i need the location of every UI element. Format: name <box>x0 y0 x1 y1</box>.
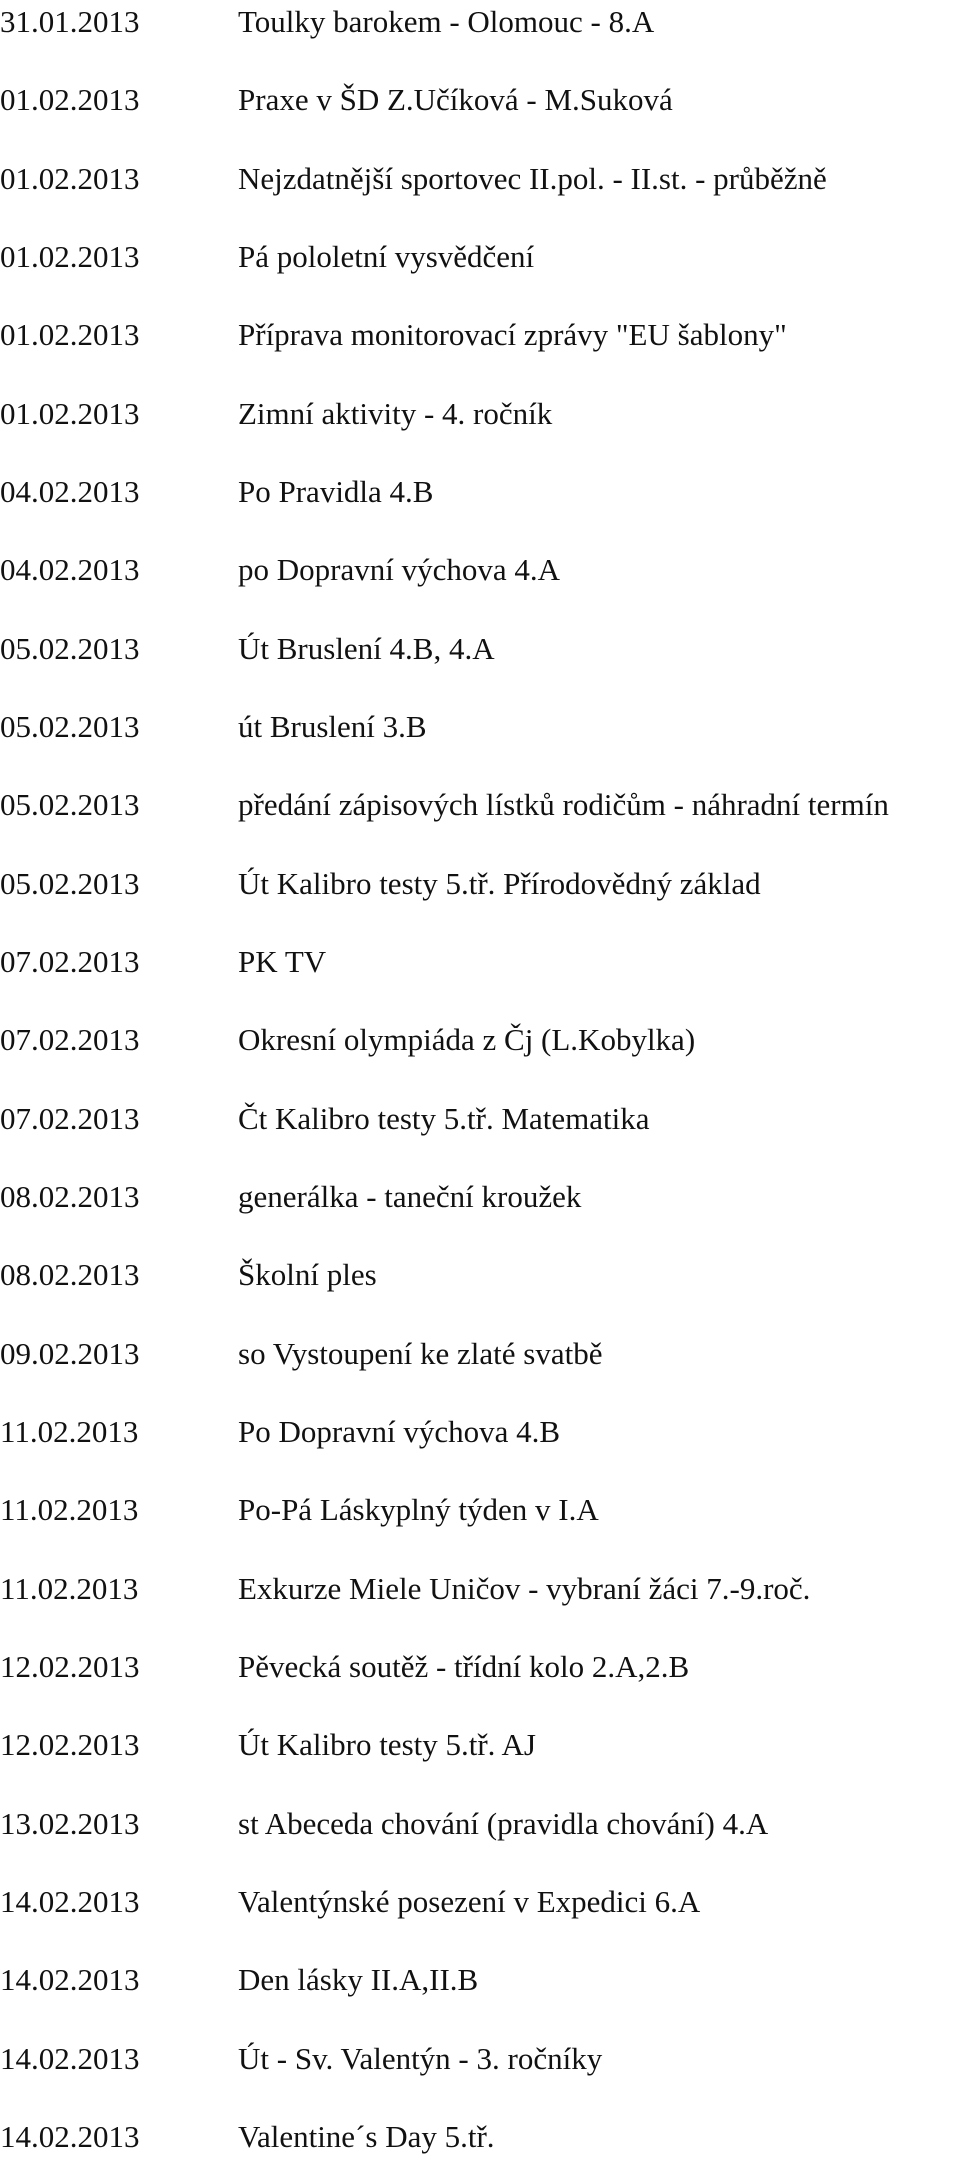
event-text: Okresní olympiáda z Čj (L.Kobylka) <box>238 1022 696 1057</box>
event-row <box>0 1645 960 1689</box>
event-text: Praxe v ŠD Z.Učíková - M.Suková <box>238 82 673 117</box>
event-row <box>0 1410 960 1454</box>
event-date: 11.02.2013 <box>0 1492 139 1527</box>
event-date: 04.02.2013 <box>0 552 140 587</box>
event-date: 07.02.2013 <box>0 1022 140 1057</box>
event-text: Exkurze Miele Uničov - vybraní žáci 7.-9.roč. <box>238 1571 811 1606</box>
event-date: 14.02.2013 <box>0 1962 140 1997</box>
event-row <box>0 1332 960 1376</box>
event-row <box>0 313 960 357</box>
event-row <box>0 1018 960 1062</box>
event-date: 01.02.2013 <box>0 161 140 196</box>
event-text: Út - Sv. Valentýn - 3. ročníky <box>238 2041 603 2076</box>
event-row <box>0 0 960 44</box>
event-text: Po Pravidla 4.B <box>238 474 434 509</box>
event-date: 05.02.2013 <box>0 631 140 666</box>
event-row <box>0 1958 960 2002</box>
event-row <box>0 157 960 201</box>
event-row <box>0 78 960 122</box>
event-row <box>0 705 960 749</box>
event-date: 09.02.2013 <box>0 1336 140 1371</box>
event-text: Valentýnské posezení v Expedici 6.A <box>238 1884 701 1919</box>
event-text: Příprava monitorovací zprávy "EU šablony" <box>238 317 787 352</box>
event-row <box>0 235 960 279</box>
event-row <box>0 627 960 671</box>
event-text: Út Kalibro testy 5.tř. AJ <box>238 1727 536 1762</box>
event-row <box>0 470 960 514</box>
event-text: PK TV <box>238 944 327 979</box>
event-text: předání zápisových lístků rodičům - náhradní termín <box>238 787 889 822</box>
event-text: Út Kalibro testy 5.tř. Přírodovědný základ <box>238 866 761 901</box>
event-row <box>0 783 960 827</box>
event-date: 11.02.2013 <box>0 1414 139 1449</box>
event-text: Po Dopravní výchova 4.B <box>238 1414 561 1449</box>
event-row <box>0 1097 960 1141</box>
event-date: 08.02.2013 <box>0 1257 140 1292</box>
event-date: 05.02.2013 <box>0 709 140 744</box>
event-date: 01.02.2013 <box>0 317 140 352</box>
event-text: Út Bruslení 4.B, 4.A <box>238 631 495 666</box>
event-row <box>0 1567 960 1611</box>
event-row <box>0 548 960 592</box>
event-text: Den lásky II.A,II.B <box>238 1962 479 1997</box>
event-date: 05.02.2013 <box>0 787 140 822</box>
event-date: 14.02.2013 <box>0 2119 140 2154</box>
event-row <box>0 1880 960 1924</box>
event-row <box>0 1175 960 1219</box>
event-date: 04.02.2013 <box>0 474 140 509</box>
event-date: 12.02.2013 <box>0 1727 140 1762</box>
event-text: Toulky barokem - Olomouc - 8.A <box>238 4 655 39</box>
event-text: st Abeceda chování (pravidla chování) 4.A <box>238 1806 769 1841</box>
event-row <box>0 2037 960 2081</box>
event-date: 05.02.2013 <box>0 866 140 901</box>
event-date: 13.02.2013 <box>0 1806 140 1841</box>
event-text: Školní ples <box>238 1257 377 1292</box>
event-row <box>0 1723 960 1767</box>
event-row <box>0 940 960 984</box>
event-text: Po-Pá Láskyplný týden v I.A <box>238 1492 599 1527</box>
event-text: generálka - taneční kroužek <box>238 1179 582 1214</box>
event-date: 14.02.2013 <box>0 2041 140 2076</box>
event-text: Valentine´s Day 5.tř. <box>238 2119 495 2154</box>
event-row <box>0 1488 960 1532</box>
event-date: 01.02.2013 <box>0 396 140 431</box>
event-row <box>0 862 960 906</box>
event-date: 14.02.2013 <box>0 1884 140 1919</box>
event-row <box>0 1802 960 1846</box>
event-date: 08.02.2013 <box>0 1179 140 1214</box>
event-text: Čt Kalibro testy 5.tř. Matematika <box>238 1101 650 1136</box>
event-text: so Vystoupení ke zlaté svatbě <box>238 1336 603 1371</box>
event-row <box>0 2115 960 2159</box>
event-date: 01.02.2013 <box>0 239 140 274</box>
event-text: Nejzdatnější sportovec II.pol. - II.st. - průběžně <box>238 161 827 196</box>
event-date: 01.02.2013 <box>0 82 140 117</box>
event-date: 07.02.2013 <box>0 1101 140 1136</box>
event-text: Pá pololetní vysvědčení <box>238 239 535 274</box>
event-date: 07.02.2013 <box>0 944 140 979</box>
event-text: po Dopravní výchova 4.A <box>238 552 560 587</box>
event-text: Zimní aktivity - 4. ročník <box>238 396 553 431</box>
event-row <box>0 392 960 436</box>
event-date: 31.01.2013 <box>0 4 140 39</box>
event-text: Pěvecká soutěž - třídní kolo 2.A,2.B <box>238 1649 690 1684</box>
event-text: út Bruslení 3.B <box>238 709 427 744</box>
event-date: 12.02.2013 <box>0 1649 140 1684</box>
event-date: 11.02.2013 <box>0 1571 139 1606</box>
event-row <box>0 1253 960 1297</box>
